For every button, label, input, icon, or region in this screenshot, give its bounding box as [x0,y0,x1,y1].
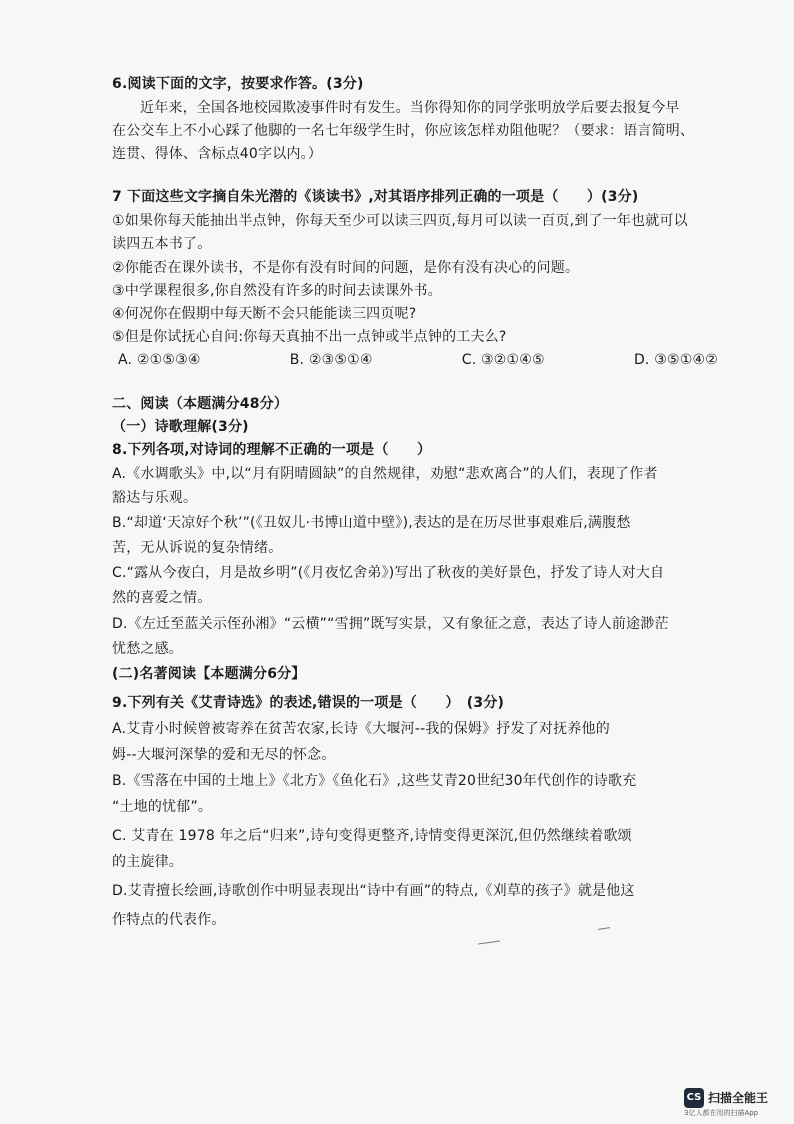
q8-line: B.“却道‘天凉好个秋’”(《丑奴儿·书博山道中壁》),表达的是在历尽世事艰难后,满腹愁 [112,515,631,531]
q8-line: 豁达与乐观。 [112,490,198,506]
q6-line: 在公交车上不小心踩了他脚的一名七年级学生时，你应该怎样劝阻他呢？（要求：语言简明、 [112,123,695,139]
q7-line: ⑤但是你试抚心自问:你每天真抽不出一点钟或半点钟的工夫么? [112,329,507,345]
q9-line: “土地的忧郁”。 [112,799,213,815]
q7-line: ①如果你每天能抽出半点钟，你每天至少可以读三四页,每月可以读一百页,到了一年也就可以 [112,213,688,229]
q9-line: 的主旋律。 [112,854,183,870]
section2-sub2: (二)名著阅读【本题满分6分】 [112,666,306,682]
q9-line: B.《雪落在中国的土地上》《北方》《鱼化石》,这些艾青20世纪30年代创作的诗歌充 [112,773,637,789]
q7-option-a: A. ②①⑤③④ [118,352,201,368]
q6-title: 6.阅读下面的文字，按要求作答。(3分) [112,76,364,92]
q7-option-b: B. ②③⑤①④ [289,352,373,368]
watermark-title: 扫描全能王 [708,1091,769,1105]
q7-title: 7 下面这些文字摘自朱光潜的《谈读书》,对其语序排列正确的一项是（ ）(3分) [112,189,639,205]
q7-line: ②你能否在课外读书，不是你有没有时间的问题，是你有没有决心的问题。 [112,260,580,276]
q8-line: 忧愁之感。 [112,641,183,657]
q9-line: A.艾青小时候曾被寄养在贫苦农家,长诗《大堰河--我的保姆》抒发了对抚养他的 [112,721,610,737]
scanner-watermark [684,1086,788,1118]
q7-options [118,350,718,370]
q8-line: D.《左迁至蓝关示侄孙湘》“云横”“雪拥”既写实景，又有象征之意，表达了诗人前途渺茫 [112,616,669,632]
q7-option-d: D. ③⑤①④② [633,352,718,368]
q7-line: 读四五本书了。 [112,236,212,252]
q9-line: C. 艾青在 1978 年之后“归来”,诗句变得更整齐,诗情变得更深沉,但仍然继续着歌颂 [112,828,632,844]
q8-line: 苦，无从诉说的复杂情绪。 [112,540,283,556]
watermark-subtitle: 3亿人都在用的扫描App [684,1109,759,1117]
section2-sub1: （一）诗歌理解(3分) [112,419,249,435]
q8-line: A.《水调歌头》中,以“月有阴晴圆缺”的自然规律，劝慰“悲欢离合”的人们，表现了作者 [112,466,658,482]
cs-logo-icon: CS [684,1088,704,1108]
q7-line: ④何况你在假期中每天断不会只能能读三四页呢? [112,306,417,322]
q9-line: 作特点的代表作。 [112,912,226,928]
q8-title: 8.下列各项,对诗词的理解不正确的一项是（ ） [112,442,432,458]
q6-line: 近年来，全国各地校园欺凌事件时有发生。当你得知你的同学张明放学后要去报复今早 [140,100,680,116]
q8-line: 然的喜爱之情。 [112,590,212,606]
q9-line: 姆--大堰河深挚的爱和无尽的怀念。 [112,747,336,763]
q8-line: C.“露从今夜白，月是故乡明”(《月夜忆舍弟》)写出了秋夜的美好景色，抒发了诗人对大自 [112,565,665,581]
scan-mark [598,927,610,930]
q6-line: 连贯、得体、含标点40字以内。） [112,146,323,162]
q7-line: ③中学课程很多,你自然没有许多的时间去读课外书。 [112,283,442,299]
q9-title: 9.下列有关《艾青诗选》的表述,错误的一项是（ ） (3分) [112,695,505,711]
q9-line: D.艾青擅长绘画,诗歌创作中明显表现出“诗中有画”的特点,《刈草的孩子》就是他这 [112,883,635,899]
q7-option-c: C. ③②①④⑤ [461,352,545,368]
scan-mark [478,940,500,944]
section2-title: 二、阅读（本题满分48分） [112,396,289,412]
